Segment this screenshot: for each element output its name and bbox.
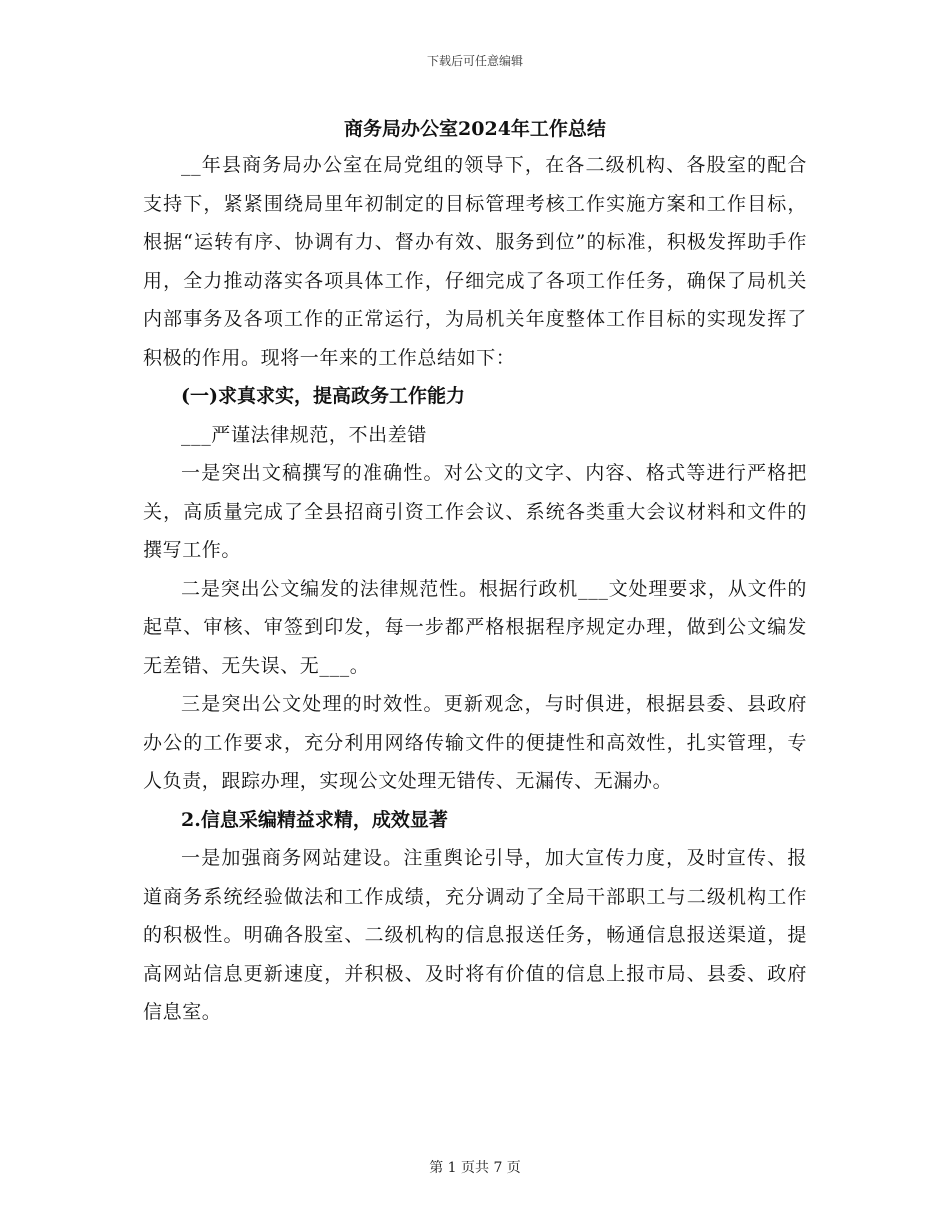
header-note: 下载后可任意编辑 <box>426 54 523 68</box>
paragraph-item-1: 一是突出文稿撰写的准确性。对公文的文字、内容、格式等进行严格把关，高质量完成了全县招商引资工作会议、系统各类重大会议材料和文件的撰写工作。 <box>143 462 807 561</box>
page-footer: 第 1 页共 7 页 <box>429 1160 521 1176</box>
paragraph-item-4: 一是加强商务网站建设。注重舆论引导，加大宣传力度，及时宣传、报道商务系统经验做法和工作成绩，充分调动了全局干部职工与二级机构工作的积极性。明确各股室、二级机构的信息报送任务，畅通信息报送渠道，提高网站信息更新速度，并积极、及时将有价值的信息上报市局、县委、政府信息室。 <box>143 847 807 1023</box>
paragraph-item-3: 三是突出公文处理的时效性。更新观念，与时俱进，根据县委、县政府办公的工作要求，充分利用网络传输文件的便捷性和高效性，扎实管理，专人负责，跟踪办理，实现公文处理无错传、无漏传、无漏办。 <box>143 693 807 792</box>
section-heading-2: 2.信息采编精益求精，成效显著 <box>181 808 448 831</box>
document-title: 商务局办公室2024年工作总结 <box>344 118 606 140</box>
section-heading-1: (一)求真求实，提高政务工作能力 <box>181 385 465 407</box>
subsection-line: ___严谨法律规范，不出差错 <box>181 423 427 446</box>
intro-paragraph: __年县商务局办公室在局党组的领导下，在各二级机构、各股室的配合支持下，紧紧围绕局里年初制定的目标管理考核工作实施方案和工作目标，根据“运转有序、协调有力、督办有效、服务到位”的标准，积极发挥助手作用，全力推动落实各项具体工作，仔细完成了各项工作任务，确保了局机关内部事务及各项工作的正常运行，为局机关年度整体工作目标的实现发挥了积极的作用。现将一年来的工作总结如下： <box>143 154 807 369</box>
paragraph-item-2: 二是突出公文编发的法律规范性。根据行政机___文处理要求，从文件的起草、审核、审签到印发，每一步都严格根据程序规定办理，做到公文编发无差错、无失误、无___。 <box>143 577 807 677</box>
document-body <box>143 112 807 1032</box>
